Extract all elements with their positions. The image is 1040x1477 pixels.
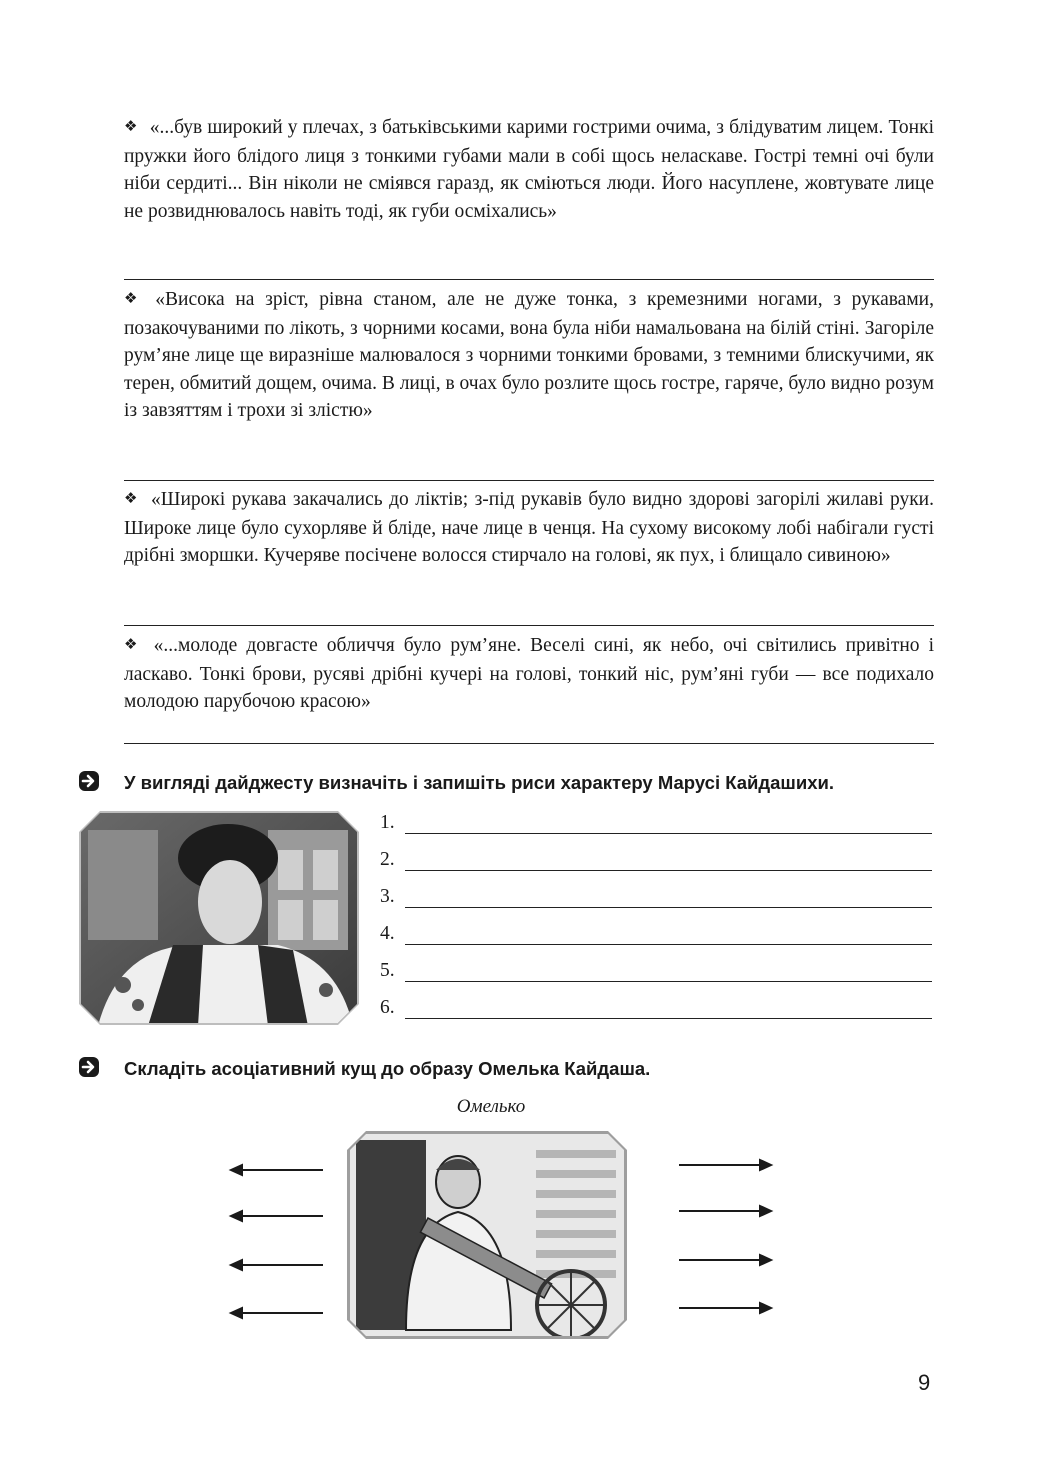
arrow-right-icon xyxy=(78,770,100,792)
quote-3 xyxy=(124,486,934,570)
page-number: 9 xyxy=(918,1370,931,1395)
list-item: 2. xyxy=(380,849,935,873)
answer-line[interactable] xyxy=(405,944,932,945)
diamond-bullet-icon: ❖ xyxy=(124,489,140,507)
quote-4 xyxy=(124,632,934,716)
answer-line[interactable] xyxy=(124,743,934,744)
omelko-illustration xyxy=(346,1130,628,1340)
quote-text: «...молоде довгасте обличчя було рум’яне. Веселі сині, як небо, очі світились привітно і ласкаво. Тонкі брови, русяві дрібні кучері на голові, тонкий ніс, рум’яні губи — все подихало молодою парубочою красою» xyxy=(124,635,934,712)
list-item: 3. xyxy=(380,886,935,910)
answer-line[interactable] xyxy=(405,833,932,834)
arrow-right-icon xyxy=(78,1056,100,1078)
task-text: Складіть асоціативний кущ до образу Омелька Кайдаша. xyxy=(124,1058,651,1079)
list-item: 4. xyxy=(380,923,935,947)
answer-line[interactable] xyxy=(405,907,932,908)
diamond-bullet-icon: ❖ xyxy=(124,289,144,307)
diamond-bullet-icon: ❖ xyxy=(124,117,138,135)
quote-text: «Висока на зріст, рівна станом, але не дуже тонка, з кремезними ногами, з рукавами, позакочуваними по лікоть, з чорними косами, вона була ніби намальована на білій стіні. Загоріле рум’яне лице ще виразніше малювалося з чорними тонкими бровами, з темними блискучими, як терен, обмитий дощем, очима. В лиці, в очах було розлите щось гостре, гаряче, було видно розум із завзяттям і трохи зі злістю» xyxy=(124,289,934,421)
task-text: У вигляді дайджесту визначіть і запишіть риси характеру Марусі Кайдашихи. xyxy=(124,772,835,793)
cluster-caption: Омелько xyxy=(456,1096,526,1117)
answer-line[interactable] xyxy=(405,1018,932,1019)
answer-line[interactable] xyxy=(124,279,934,280)
list-item: 1. xyxy=(380,812,935,836)
answer-line[interactable] xyxy=(405,981,932,982)
cluster-arrows-left xyxy=(226,1155,326,1325)
list-item: 5. xyxy=(380,960,935,984)
quote-text: «Широкі рукава закачались до ліктів; з-під рукавів було видно здорові загорілі жилаві руки. Широке лице було сухорляве й бліде, наче лице в ченця. На сухому високому лобі набігали густі дрібні зморшки. Кучеряве посічене волосся стирчало на голові, як пух, і блищало сивиною» xyxy=(124,489,934,566)
quote-2 xyxy=(124,286,934,425)
marusia-photo xyxy=(78,810,360,1026)
answer-line[interactable] xyxy=(124,480,934,481)
diamond-bullet-icon: ❖ xyxy=(124,635,142,653)
list-item: 6. xyxy=(380,997,935,1021)
answer-line[interactable] xyxy=(124,625,934,626)
cluster-arrows-right xyxy=(676,1155,776,1325)
answer-line[interactable] xyxy=(405,870,932,871)
quote-1 xyxy=(124,114,934,225)
quote-text: «...був широкий у плечах, з батьківськими карими гострими очима, з блідуватим лицем. Тонкі пружки його блідого лиця з тонкими губами мали в собі щось неласкаве. Гострі темні очі були ніби сердиті... Він ніколи не сміявся гаразд, як сміються люди. Його насуплене, жовтувате лице не розвиднювалось навіть тоді, як губи осміхались» xyxy=(124,117,934,222)
